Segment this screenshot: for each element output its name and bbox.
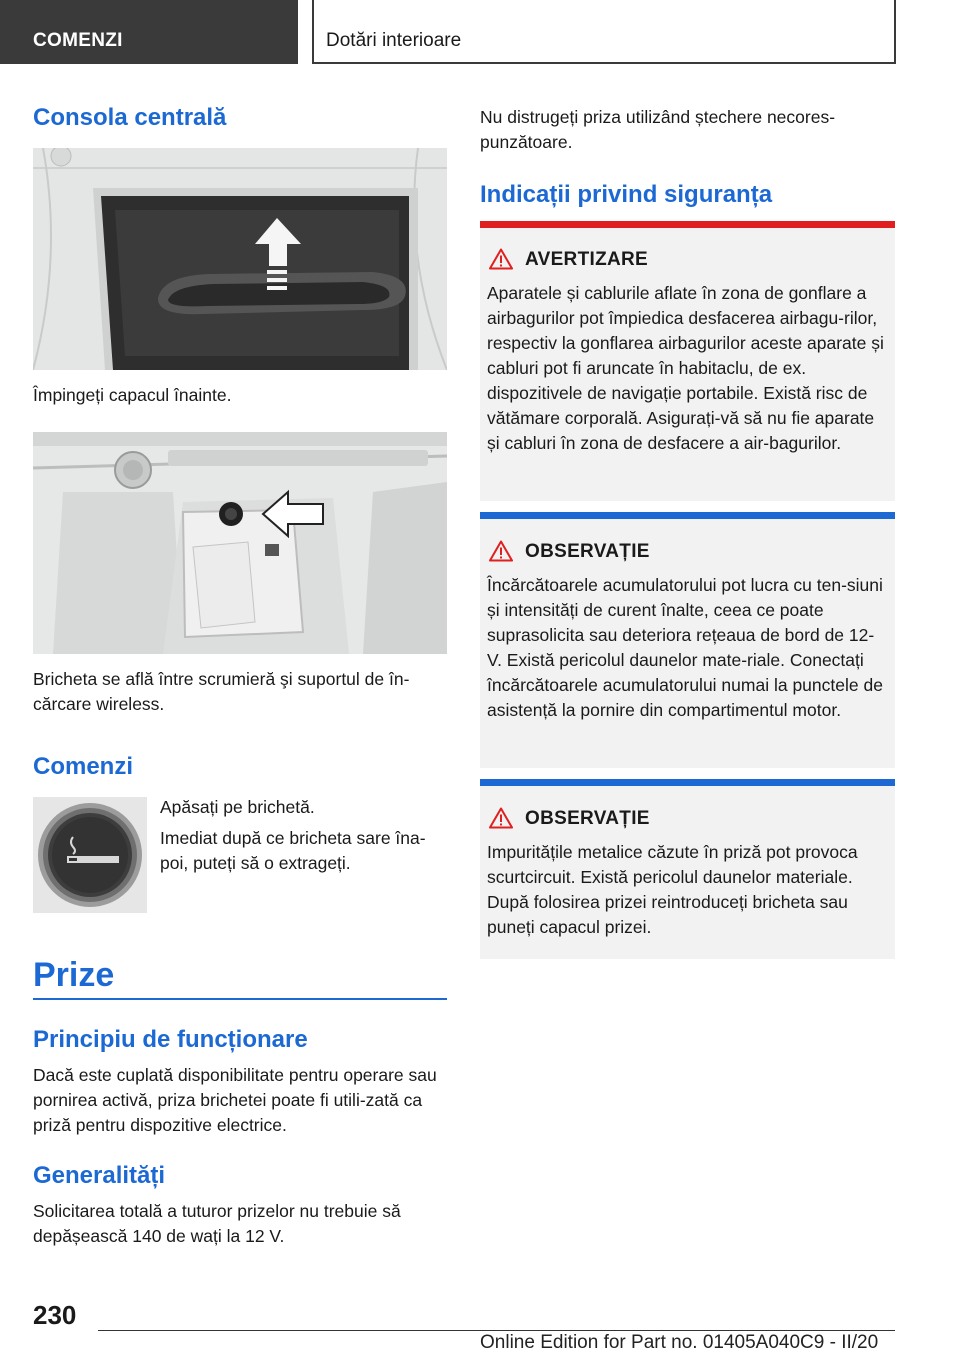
footer-edition: Online Edition for Part no. 01405A040C9 - II/20 [480, 1332, 879, 1353]
console-cover-image [33, 148, 447, 370]
warning-box-title: AVERTIZARE [525, 249, 648, 270]
warning-box-avertizare [480, 221, 895, 501]
caption-lighter-location: Bricheta se află între scrumieră şi suportul de în-cărcare wireless. [33, 669, 410, 714]
generalitati-text: Solicitarea totală a tuturor prizelor nu trebuie să depășească 140 de wați la 12 V. [33, 1201, 401, 1246]
footer-divider [98, 1330, 895, 1331]
principiu-title: Principiu de funcționare [33, 1026, 308, 1053]
warning-triangle-icon [489, 540, 513, 562]
console-title: Consola centrală [33, 104, 227, 131]
notice-box-charger [480, 512, 895, 768]
header-chapter-label: Dotări interioare [326, 30, 462, 51]
notice-box-bar [480, 779, 895, 786]
warning-triangle-icon [489, 248, 513, 270]
comenzi-title: Comenzi [33, 753, 134, 780]
notice-box-title: OBSERVAȚIE [525, 808, 650, 829]
notice-box-impurities [480, 779, 895, 959]
lighter-button-illustration [33, 797, 147, 913]
lighter-button-image [33, 797, 147, 913]
prize-divider [33, 998, 447, 1000]
safety-title: Indicații privind siguranța [480, 181, 773, 208]
warning-box-text: Aparatele și cablurile aflate în zona de gonflare a airbagurilor pot împiedica desfacerea airbagu-rilor, respectiv la gonflarea airbagurilor aceste aparate și cabluri pot fi aruncate în habitaclu, de ex. dispozitivele de navigație portabile. Există risc de vătămare corporală. Asigurați-vă să nu fie aparate și cabluri în zona de desfacere a air-bagurilor. [487, 283, 884, 453]
header-section-label: COMENZI [33, 30, 123, 51]
prize-title: Prize [33, 956, 115, 994]
intro-text: Nu distrugeți priza utilizând ștechere necores-punzătoare. [480, 107, 836, 152]
notice-box-text: Încărcătoarele acumulatorului pot lucra cu ten-siuni și intensități de curent înalte, ceea ce poate suprasolicita sau deteriora rețeaua de bord de 12-V. Există pericolul daunelor mate-riale. Conectați încărcătoarele acumulatorului numai la punctele de asistență la pornire din compartimentul motor. [487, 575, 883, 720]
principiu-text: Dacă este cuplată disponibilitate pentru operare sau pornirea activă, priza brichetei poate fi utili-zată ca priză pentru dispozitive electrice. [33, 1065, 437, 1135]
comenzi-instruction-1: Apăsați pe brichetă. [160, 797, 315, 817]
notice-box-text: Impuritățile metalice căzute în priză pot provoca scurtcircuit. Există pericolul daunelor materiale. După folosirea prizei reintroduceți bricheta sau puneți capacul prizei. [487, 842, 858, 937]
page-number: 230 [33, 1300, 77, 1330]
warning-triangle-icon [489, 807, 513, 829]
notice-box-title: OBSERVAȚIE [525, 541, 650, 562]
warning-box-bar [480, 221, 895, 228]
comenzi-instruction-2: Imediat după ce bricheta sare îna-poi, puteți să o extrageți. [160, 828, 426, 873]
notice-box-bar [480, 512, 895, 519]
console-cover-illustration [33, 148, 447, 370]
header-section-tab [0, 0, 298, 64]
generalitati-title: Generalități [33, 1162, 166, 1189]
caption-push-cover: Împingeți capacul înainte. [33, 385, 232, 405]
header-chapter-tab [312, 0, 896, 64]
lighter-location-image [33, 432, 447, 654]
lighter-location-illustration [33, 432, 447, 654]
